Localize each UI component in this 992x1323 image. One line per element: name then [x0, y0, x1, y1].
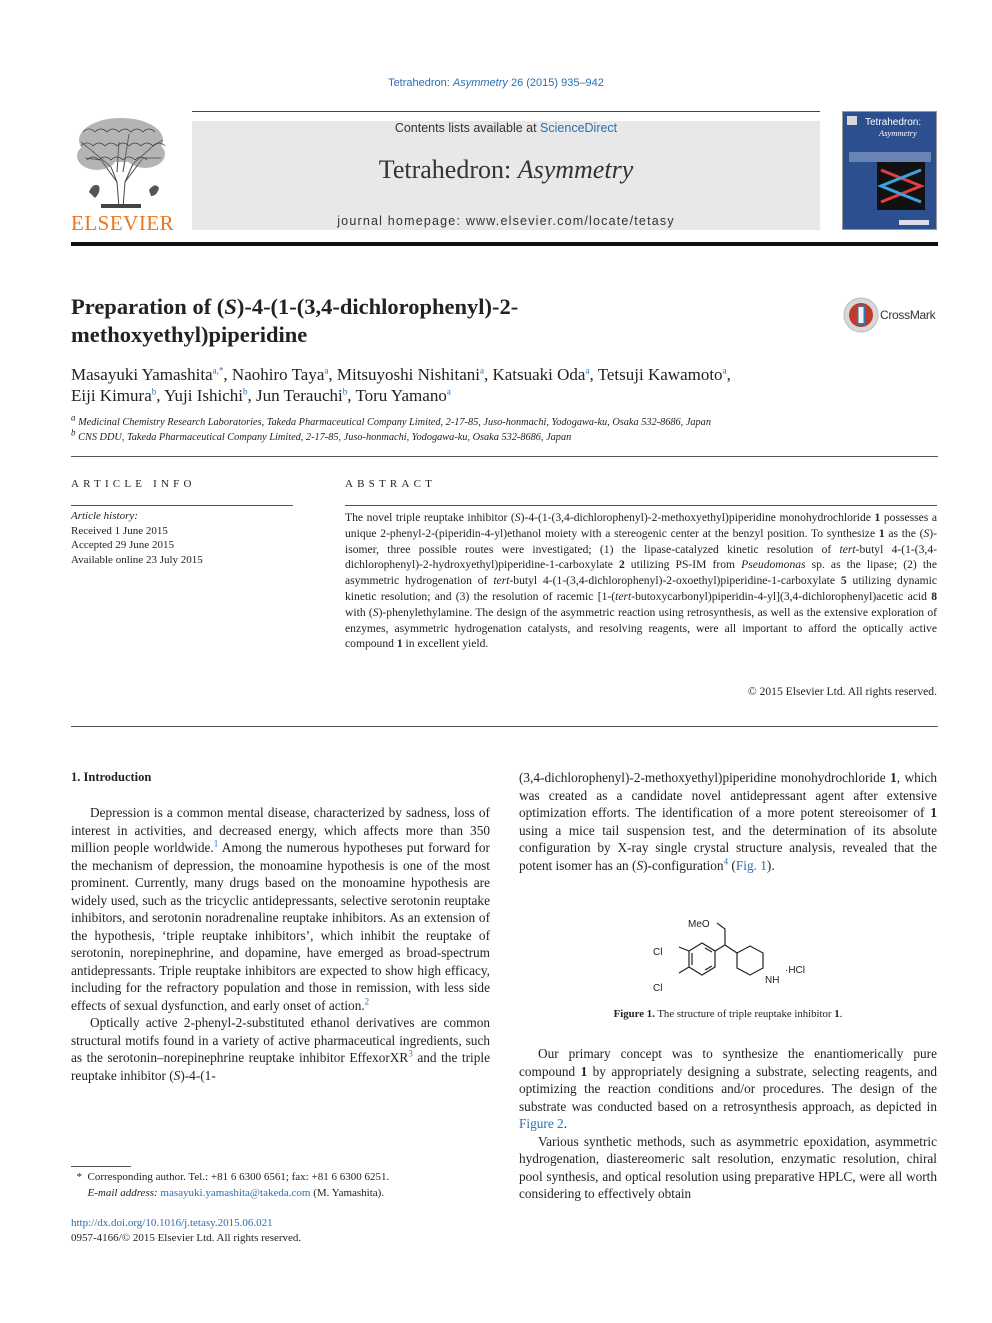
- author[interactable]: Masayuki Yamashita$^{a,*}$: [71, 365, 224, 384]
- header-top-rule: [192, 111, 820, 112]
- author[interactable]: Toru Yamano$^a$: [355, 386, 451, 405]
- author[interactable]: Mitsuyoshi Nishitani$^a$: [336, 365, 484, 384]
- journal-title: Tetrahedron: Asymmetry: [378, 155, 634, 184]
- label-cl: Cl: [653, 947, 663, 958]
- crossmark-icon[interactable]: [843, 297, 879, 333]
- paragraph: Depression is a common mental disease, characterized by sadness, loss of interest in activities, and decreased energy, which affects more than 350 million people worldwide.$^1$ Among the numerous hypotheses put forward for the mechanism of depression, the monoamine hypothesis is one of the most prominent. Currently, many drugs based on the monoamine hypothesis are widely used, such as the tricyclic antidepressants, selective serotonin reuptake inhibitors, and serotonin noradrenaline reuptake inhibitors. As an extension of the hypothesis, ‘triple reuptake inhibitors’, which inhibit the reuptake of serotonin, norepinephrine, and dopamine, have emerged as broad-spectrum antidepressants. Triple reuptake inhibitors are expected to show high efficacy, including for the refractory population and those in remission, with less side effects of sexual dysfunction, and early onset of action.$^2$: [71, 805, 490, 1013]
- cover-text-band: [849, 152, 931, 162]
- abstract-copyright: © 2015 Elsevier Ltd. All rights reserved.: [747, 685, 937, 698]
- affiliations-rule: [71, 456, 938, 457]
- author[interactable]: Tetsuji Kawamoto$^a$: [597, 365, 727, 384]
- cover-footer-band: [899, 220, 929, 225]
- section-heading-introduction: 1. Introduction: [71, 770, 152, 784]
- header-thick-rule: [71, 242, 938, 246]
- crossmark-label[interactable]: CrossMark: [880, 308, 936, 322]
- issn-line: 0957-4166/© 2015 Elsevier Ltd. All rights reserved.: [71, 1232, 302, 1244]
- affiliation: $^a$ Medicinal Chemistry Research Laboratories, Takeda Pharmaceutical Company Limited, 2-17-85, Juso-honmachi, Yodogawa-ku, Osaka 532-8686, Japan: [71, 412, 711, 428]
- cover-subtitle: Asymmetry: [879, 128, 917, 138]
- author[interactable]: Naohiro Taya$^a$: [231, 365, 329, 384]
- label-meo: MeO: [688, 919, 710, 930]
- paragraph: Optically active 2-phenyl-2-substituted ethanol derivatives are common structural motifs found in a variety of active pharmaceutical ingredients, such as the serotonin–norepinephrine reuptake inhibitor EffexorXR$^3$ and the triple reuptake inhibitor (S)-4-(1-: [71, 1015, 490, 1083]
- abstract-text: The novel triple reuptake inhibitor (S)-4-(1-(3,4-dichlorophenyl)-2-methoxyethyl)piperidine monohydrochloride 1 possesses a unique 2-phenyl-2-(piperidin-4-yl)ethanol moiety with a stereogenic center at the benzyl position. To synthesize 1 as the (S)-isomer, three possible routes were investigated; (1) the lipase-catalyzed kinetic resolution of tert-butyl 4-(1-(3,4-dichlorophenyl)-2-hydroxyethyl)piperidine-1-carboxylate 2 utilizing PS-IM from Pseudomonas sp. as the lipase; (2) the asymmetric hydrogenation of tert-butyl 4-(1-(3,4-dichlorophenyl)-2-oxoethyl)piperidine-1-carboxylate 5 utilizing dynamic kinetic resolution; and (3) the resolution of racemic [1-(tert-butoxycarbonyl)piperidin-4-yl](3,4-dichlorophenyl)acetic acid 8 with (S)-phenylethylamine. The design of the asymmetric reaction using retrosynthesis, as well as the extensive exploration of enzymes, asymmetric hydrogenation catalysts, and resolving reagents, were all important to afford the optically active compound 1 in excellent yield.: [345, 511, 938, 651]
- figure-1-caption: Figure 1. The structure of triple reuptake inhibitor 1.: [613, 1008, 843, 1020]
- label-nh: NH: [765, 975, 780, 986]
- article-history: Article history: Received 1 June 2015 Accepted 29 June 2015 Available online 23 July 2015: [71, 510, 203, 566]
- cover-graphic: [877, 162, 925, 210]
- paragraph: Various synthetic methods, such as asymmetric epoxidation, asymmetric hydrogenation, diastereomeric salt resolution, enzymatic resolution, chiral pool synthesis, and optical resolution using preparative HPLC, were all worth considering to effectively obtain: [519, 1133, 937, 1201]
- paragraph: (3,4-dichlorophenyl)-2-methoxyethyl)piperidine monohydrochloride 1, which was created as a candidate novel antidepressant agent after extensive optimization efforts. The identification of a more potent stereoisomer of 1 using a mice tail suspension test, and the determination of its absolute configuration by X-ray single crystal structure analysis, revealed that the potent isomer has an (S)-configuration$^4$ (Fig. 1).: [519, 770, 937, 873]
- body-right-column-lower: [519, 1045, 937, 1203]
- affiliation: $^b$ CNS DDU, Takeda Pharmaceutical Company Limited, 2-17-85, Juso-honmachi, Yodogawa-ku, Osaka 532-8686, Japan: [71, 427, 572, 443]
- publisher-wordmark: ELSEVIER: [71, 211, 175, 235]
- doi-link[interactable]: http://dx.doi.org/10.1016/j.tetasy.2015.06.021: [71, 1217, 273, 1229]
- abstract-heading: ABSTRACT: [345, 478, 437, 490]
- label-cl: Cl: [653, 983, 663, 994]
- abstract-bottom-rule: [71, 726, 938, 727]
- author[interactable]: Eiji Kimura$^b$: [71, 386, 157, 405]
- article-title: Preparation of (S)-4-(1-(3,4-dichlorophenyl)-2-methoxyethyl)piperidine: [71, 294, 519, 347]
- footnote: * Corresponding author. Tel.: +81 6 6300 6561; fax: +81 6 6300 6251. E-mail address: masayuki.yamashita@takeda.com (M. Yamashita).: [71, 1171, 390, 1199]
- author-list: Masayuki Yamashita$^{a,*}$, Naohiro Taya$^a$, Mitsuyoshi Nishitani$^a$, Katsuaki Oda$^a$, Tetsuji Kawamoto$^a$, Eiji Kimura$^b$, Yuji Ishichi$^b$, Jun Terauchi$^b$, Toru Yamano$^a$: [71, 365, 731, 405]
- article-info-rule: [71, 505, 293, 506]
- cover-title: Tetrahedron:: [865, 117, 922, 128]
- figure-1-structure: [645, 915, 815, 995]
- journal-homepage: journal homepage: www.elsevier.com/locate/tetasy: [337, 214, 675, 228]
- email-link[interactable]: masayuki.yamashita@takeda.com: [160, 1186, 311, 1199]
- body-left-column: [71, 804, 490, 1084]
- cover-mini-logo: [847, 116, 857, 125]
- label-hcl: ·HCl: [785, 965, 805, 976]
- contents-line: Contents lists available at ScienceDirect: [394, 121, 618, 135]
- elsevier-tree-logo: [71, 112, 171, 212]
- body-right-column: [519, 769, 937, 874]
- sciencedirect-link[interactable]: ScienceDirect: [540, 121, 618, 135]
- author[interactable]: Katsuaki Oda$^a$: [492, 365, 590, 384]
- footnote-rule: [71, 1166, 131, 1167]
- article-info-heading: ARTICLE INFO: [71, 478, 196, 490]
- homepage-link[interactable]: www.elsevier.com/locate/tetasy: [465, 214, 675, 228]
- doi-block: [71, 1216, 301, 1246]
- author[interactable]: Yuji Ishichi$^b$: [164, 386, 248, 405]
- journal-reference[interactable]: Tetrahedron: Asymmetry 26 (2015) 935–942: [388, 77, 604, 89]
- affiliations: [71, 412, 951, 445]
- author[interactable]: Jun Terauchi$^b$: [255, 386, 348, 405]
- abstract-rule: [345, 505, 937, 506]
- journal-cover-thumbnail[interactable]: [842, 111, 937, 230]
- paragraph: Our primary concept was to synthesize the enantiomerically pure compound 1 by appropriately designing a substrate, selecting reagents, and optimizing the reaction conditions and/or procedures. The design of the substrate was conducted based on a retrosynthesis approach, as depicted in Figure 2.: [519, 1046, 937, 1131]
